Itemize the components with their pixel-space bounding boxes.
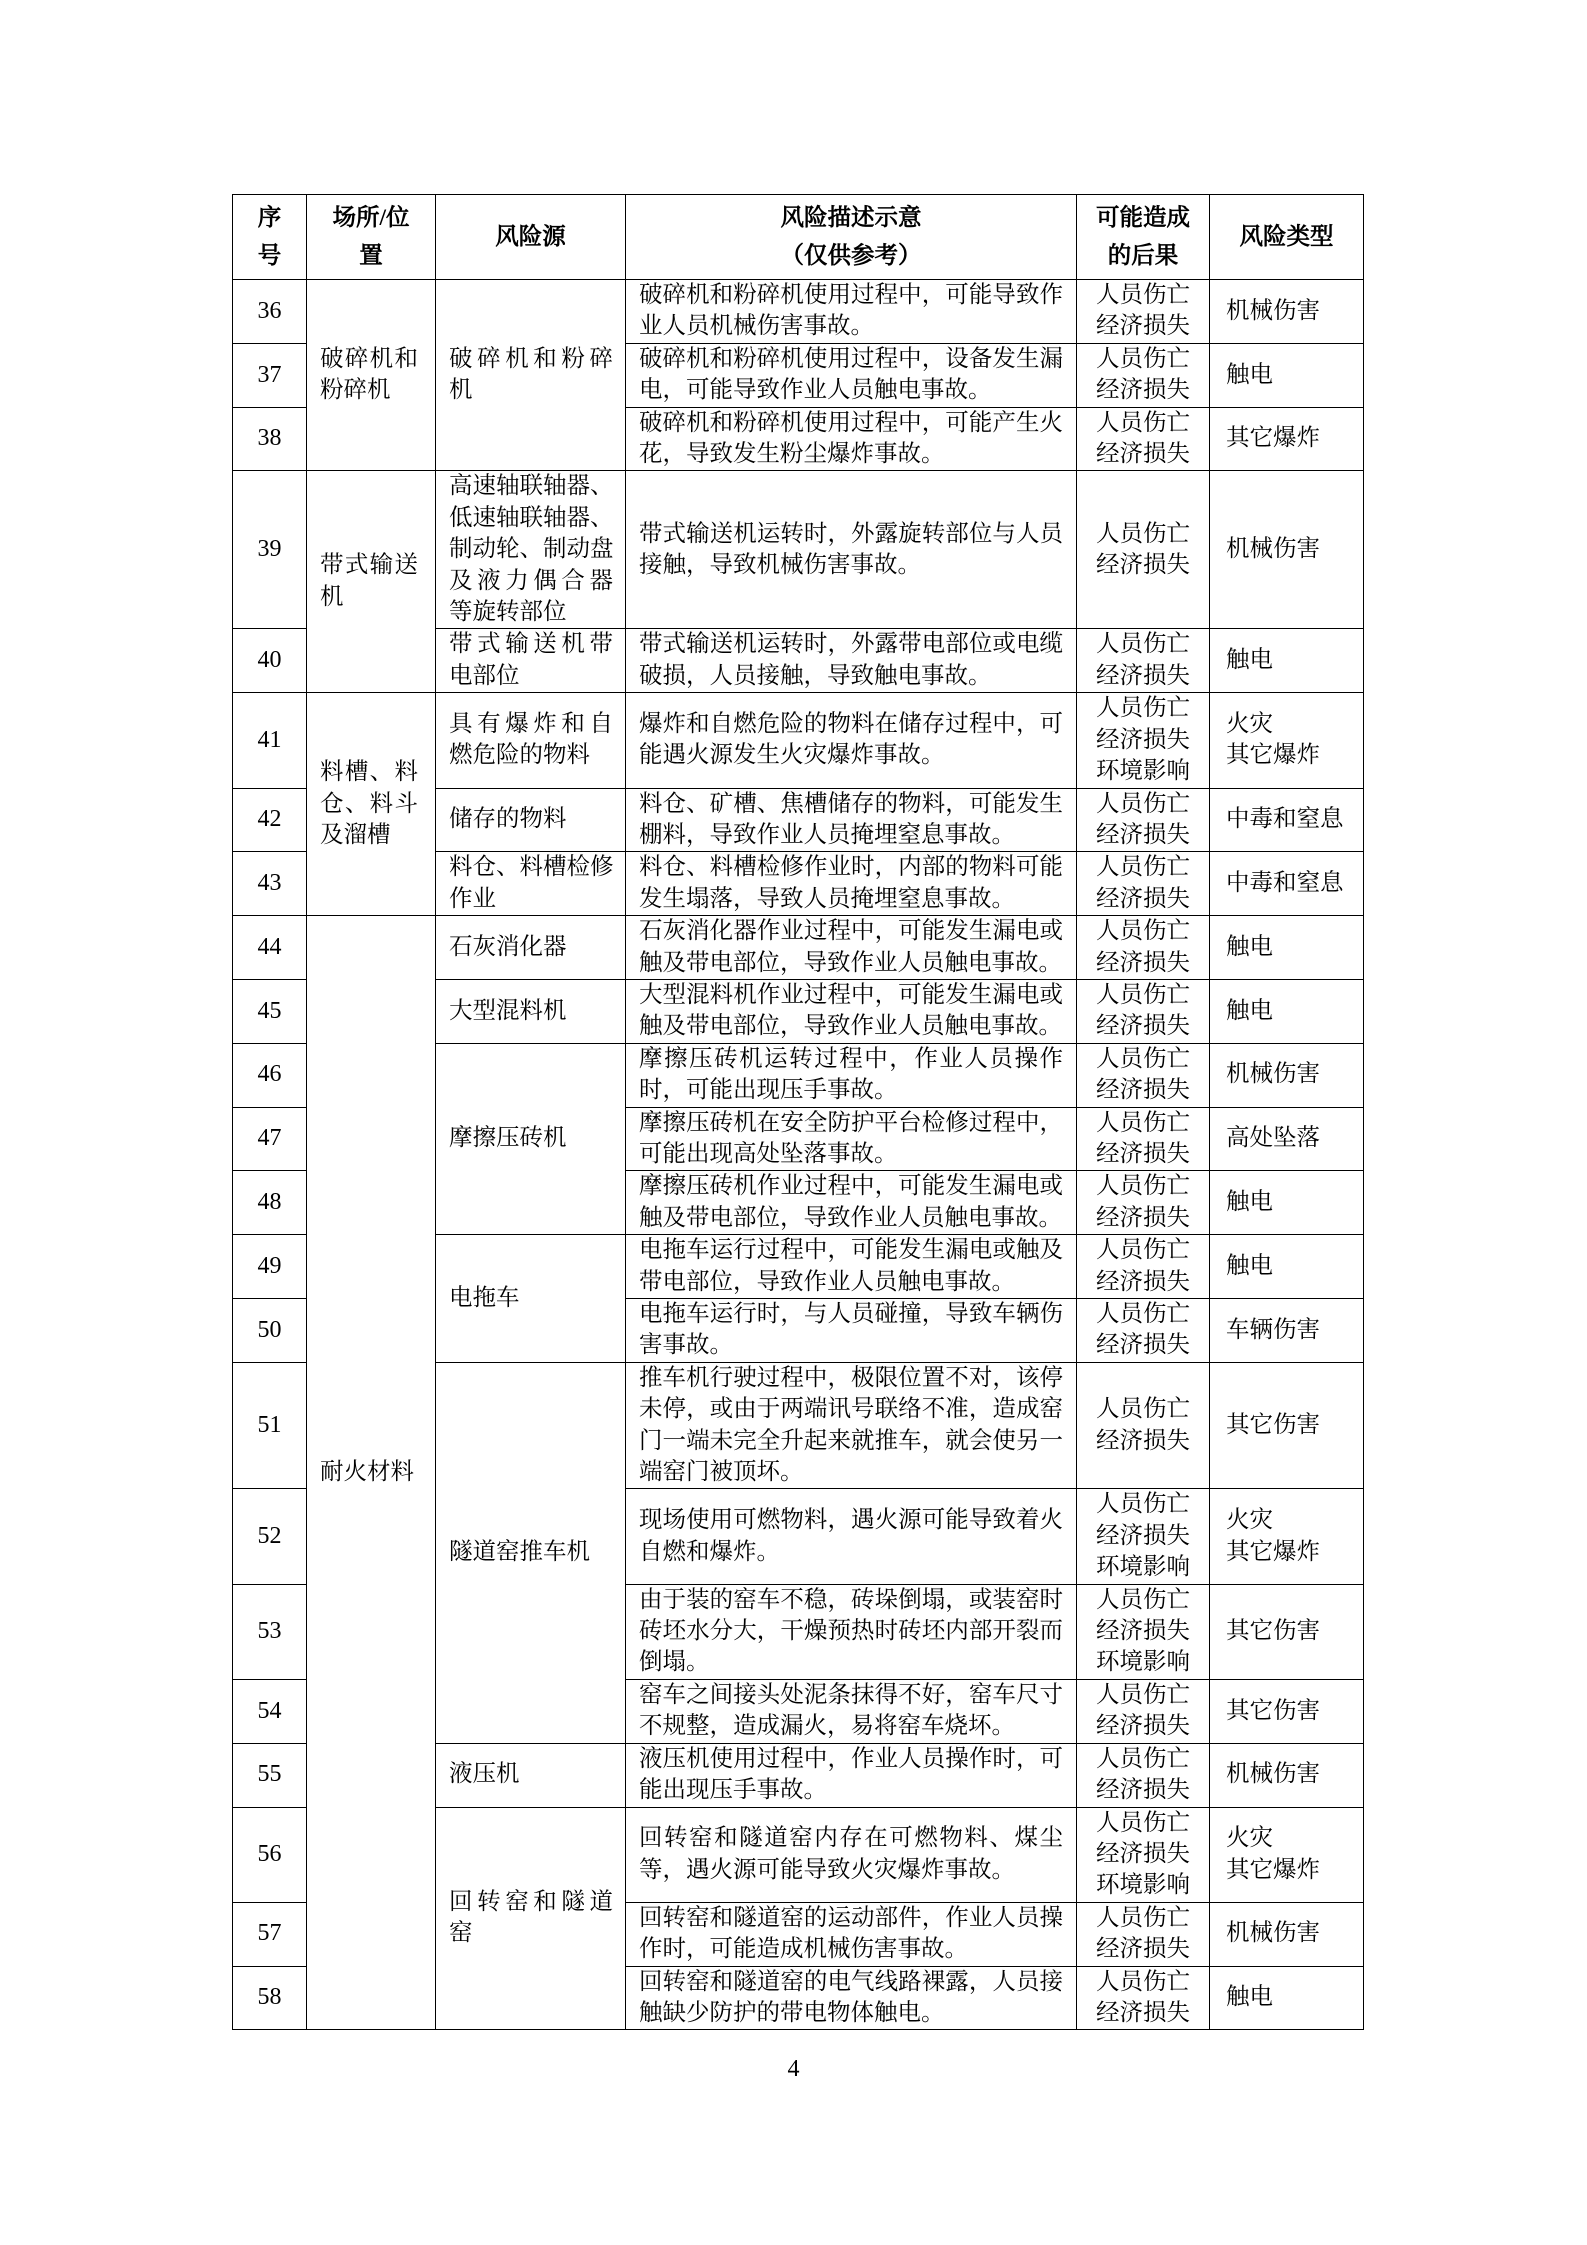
risk-source-line: 回转窑和隧道 xyxy=(449,1889,613,1916)
header-location-line: 置 xyxy=(359,243,383,269)
consequence-line: 人员伤亡 xyxy=(1096,1745,1190,1772)
seq-cell: 43 xyxy=(233,852,307,916)
seq-cell: 36 xyxy=(233,280,307,344)
description-cell xyxy=(626,407,1077,471)
table-row xyxy=(233,471,1364,629)
description-line: 端窑门被顶坏。 xyxy=(639,1459,804,1486)
header-seq xyxy=(233,195,307,280)
description-cell xyxy=(626,280,1077,344)
consequence-cell xyxy=(1077,1171,1210,1235)
description-cell xyxy=(626,693,1077,788)
description-line: 摩擦压砖机运转过程中，作业人员操作 xyxy=(639,1045,1063,1072)
seq-cell: 45 xyxy=(233,979,307,1043)
location-line: 带式输送 xyxy=(320,552,418,579)
consequence-line: 经济损失 xyxy=(1096,1840,1190,1867)
description-line: 触缺少防护的带电物体触电。 xyxy=(639,1999,945,2026)
risk-type-line: 触电 xyxy=(1226,997,1273,1024)
table-row xyxy=(233,280,1364,344)
consequence-line: 经济损失 xyxy=(1096,1268,1190,1295)
consequence-line: 经济损失 xyxy=(1096,1713,1190,1740)
seq-cell: 51 xyxy=(233,1362,307,1489)
consequence-line: 人员伤亡 xyxy=(1096,1301,1190,1327)
header-location xyxy=(307,195,436,280)
consequence-line: 经济损失 xyxy=(1096,1936,1190,1963)
seq-cell: 54 xyxy=(233,1679,307,1743)
consequence-cell xyxy=(1077,1107,1210,1171)
description-line: 大型混料机作业过程中，可能发生漏电或 xyxy=(639,981,1063,1008)
risk-type-line: 触电 xyxy=(1226,933,1273,960)
risk-type-line: 火灾 xyxy=(1226,1507,1273,1534)
description-line: 倒塌。 xyxy=(639,1649,710,1676)
table-row xyxy=(233,916,1364,980)
consequence-line: 环境影响 xyxy=(1096,1872,1190,1899)
description-line: 能出现压手事故。 xyxy=(639,1777,827,1804)
description-cell xyxy=(626,916,1077,980)
risk-source-line: 电拖车 xyxy=(449,1284,520,1311)
risk-source-cell xyxy=(436,1743,626,1807)
risk-source-cell xyxy=(436,629,626,693)
risk-source-line: 液压机 xyxy=(449,1761,520,1788)
risk-table-body xyxy=(233,280,1364,2030)
seq-cell: 38 xyxy=(233,407,307,471)
risk-type-line: 触电 xyxy=(1226,1252,1273,1279)
risk-type-line: 其它伤害 xyxy=(1226,1618,1320,1645)
risk-source-line: 燃危险的物料 xyxy=(449,742,590,769)
risk-type-cell xyxy=(1210,343,1364,407)
consequence-line: 人员伤亡 xyxy=(1096,1237,1190,1264)
risk-source-line: 石灰消化器 xyxy=(449,933,567,960)
seq-cell: 48 xyxy=(233,1171,307,1235)
location-cell xyxy=(307,471,436,693)
consequence-line: 人员伤亡 xyxy=(1096,981,1190,1008)
risk-source-line: 高速轴联轴器、 xyxy=(449,473,614,500)
description-cell xyxy=(626,1966,1077,2030)
risk-type-cell xyxy=(1210,979,1364,1043)
risk-type-line: 其它爆炸 xyxy=(1226,1856,1320,1883)
risk-type-cell xyxy=(1210,629,1364,693)
risk-source-line: 电部位 xyxy=(449,662,520,689)
risk-source-line: 及液力偶合器 xyxy=(449,567,613,594)
header-risk-type xyxy=(1210,195,1364,280)
location-line: 破碎机和 xyxy=(320,345,418,372)
description-cell xyxy=(626,629,1077,693)
description-line: 料仓、料槽检修作业时，内部的物料可能 xyxy=(639,854,1063,881)
consequence-cell xyxy=(1077,629,1210,693)
consequence-cell xyxy=(1077,280,1210,344)
header-seq-line: 序 xyxy=(257,205,282,231)
consequence-line: 经济损失 xyxy=(1096,313,1190,340)
description-cell xyxy=(626,1107,1077,1171)
description-line: 电拖车运行时，与人员碰撞，导致车辆伤 xyxy=(639,1301,1063,1327)
consequence-cell xyxy=(1077,1362,1210,1489)
consequence-cell xyxy=(1077,1235,1210,1299)
risk-source-cell xyxy=(436,1043,626,1234)
header-seq-line: 号 xyxy=(257,243,282,269)
risk-type-line: 其它爆炸 xyxy=(1226,425,1320,452)
description-line: 作时，可能造成机械伤害事故。 xyxy=(639,1936,968,1963)
description-line: 触及带电部位，导致作业人员触电事故。 xyxy=(639,1204,1062,1231)
risk-type-line: 中毒和窒息 xyxy=(1226,870,1344,897)
seq-cell: 56 xyxy=(233,1807,307,1902)
header-description xyxy=(626,195,1077,280)
consequence-line: 经济损失 xyxy=(1096,1013,1190,1040)
description-line: 带式输送机运转时，外露带电部位或电缆 xyxy=(639,631,1063,658)
consequence-line: 经济损失 xyxy=(1096,821,1190,848)
risk-type-line: 其它爆炸 xyxy=(1226,1538,1320,1565)
seq-cell: 47 xyxy=(233,1107,307,1171)
description-line: 带电部位，导致作业人员触电事故。 xyxy=(639,1268,1015,1295)
description-cell xyxy=(626,1043,1077,1107)
description-line: 自燃和爆炸。 xyxy=(639,1538,780,1565)
consequence-line: 经济损失 xyxy=(1096,662,1190,689)
risk-source-line: 窑 xyxy=(449,1920,473,1947)
consequence-line: 经济损失 xyxy=(1096,1204,1190,1231)
header-source-line: 风险源 xyxy=(495,224,566,250)
description-cell xyxy=(626,343,1077,407)
risk-source-cell xyxy=(436,280,626,471)
description-line: 由于装的窑车不稳，砖垛倒塌，或装窑时 xyxy=(639,1586,1063,1613)
description-line: 业人员机械伤害事故。 xyxy=(639,313,874,340)
consequence-line: 经济损失 xyxy=(1096,1427,1190,1454)
consequence-cell xyxy=(1077,1679,1210,1743)
risk-source-cell xyxy=(436,979,626,1043)
description-cell xyxy=(626,1299,1077,1363)
risk-type-cell xyxy=(1210,1107,1364,1171)
header-location-line: 场所/位 xyxy=(332,205,410,231)
consequence-line: 人员伤亡 xyxy=(1096,282,1190,308)
risk-type-cell xyxy=(1210,280,1364,344)
consequence-line: 人员伤亡 xyxy=(1096,631,1190,658)
description-line: 能遇火源发生火灾爆炸事故。 xyxy=(639,742,945,769)
seq-cell: 53 xyxy=(233,1584,307,1679)
seq-cell: 58 xyxy=(233,1966,307,2030)
risk-type-cell xyxy=(1210,1235,1364,1299)
description-line: 时，可能出现压手事故。 xyxy=(639,1077,898,1104)
description-cell xyxy=(626,1362,1077,1489)
risk-type-line: 高处坠落 xyxy=(1226,1125,1320,1152)
description-line: 触及带电部位，导致作业人员触电事故。 xyxy=(639,949,1062,976)
description-cell xyxy=(626,1679,1077,1743)
risk-type-cell xyxy=(1210,916,1364,980)
description-line: 回转窑和隧道窑内存在可燃物料、煤尘 xyxy=(639,1825,1063,1852)
consequence-line: 经济损失 xyxy=(1096,1999,1190,2026)
consequence-line: 人员伤亡 xyxy=(1096,1109,1190,1136)
risk-type-cell xyxy=(1210,1362,1364,1489)
risk-type-line: 触电 xyxy=(1226,647,1273,674)
risk-type-line: 其它爆炸 xyxy=(1226,742,1320,769)
description-line: 不规整，造成漏火，易将窑车烧坏。 xyxy=(639,1713,1015,1740)
risk-type-cell xyxy=(1210,852,1364,916)
risk-source-cell xyxy=(436,788,626,852)
risk-source-line: 低速轴联轴器、 xyxy=(449,504,614,531)
consequence-line: 经济损失 xyxy=(1096,1077,1190,1104)
consequence-cell xyxy=(1077,343,1210,407)
consequence-cell xyxy=(1077,979,1210,1043)
header-risk-type-line: 风险类型 xyxy=(1239,224,1334,250)
risk-type-cell xyxy=(1210,1902,1364,1966)
header-row xyxy=(233,195,1364,280)
seq-cell: 41 xyxy=(233,693,307,788)
risk-type-cell xyxy=(1210,1489,1364,1584)
risk-source-cell xyxy=(436,1362,626,1743)
risk-type-cell xyxy=(1210,1679,1364,1743)
location-line: 机 xyxy=(320,583,344,610)
description-line: 带式输送机运转时，外露旋转部位与人员 xyxy=(639,520,1063,547)
description-line: 触及带电部位，导致作业人员触电事故。 xyxy=(639,1013,1062,1040)
consequence-line: 人员伤亡 xyxy=(1096,1586,1190,1613)
risk-type-cell xyxy=(1210,1807,1364,1902)
risk-source-line: 制动轮、制动盘 xyxy=(449,536,614,563)
risk-type-line: 机械伤害 xyxy=(1226,536,1320,563)
table-header xyxy=(233,195,1364,280)
risk-source-line: 带式输送机带 xyxy=(449,631,613,658)
description-line: 电，可能导致作业人员触电事故。 xyxy=(639,377,992,404)
seq-cell: 40 xyxy=(233,629,307,693)
consequence-line: 经济损失 xyxy=(1096,441,1190,468)
consequence-line: 人员伤亡 xyxy=(1096,1173,1190,1200)
description-line: 未停，或由于两端讯号联络不准，造成窑 xyxy=(639,1396,1063,1423)
consequence-line: 经济损失 xyxy=(1096,1777,1190,1804)
consequence-line: 人员伤亡 xyxy=(1096,1045,1190,1072)
consequence-line: 经济损失 xyxy=(1096,1140,1190,1167)
consequence-line: 经济损失 xyxy=(1096,885,1190,912)
seq-cell: 57 xyxy=(233,1902,307,1966)
location-line: 粉碎机 xyxy=(320,377,391,404)
risk-type-line: 火灾 xyxy=(1226,1825,1273,1852)
risk-type-line: 机械伤害 xyxy=(1226,297,1320,324)
description-line: 料仓、矿槽、焦槽储存的物料，可能发生 xyxy=(639,790,1063,817)
location-cell xyxy=(307,916,436,2030)
location-line: 耐火材料 xyxy=(320,1459,414,1486)
risk-source-line: 机 xyxy=(449,377,473,404)
page-number: 4 xyxy=(787,2056,800,2082)
seq-cell: 49 xyxy=(233,1235,307,1299)
description-line: 破碎机和粉碎机使用过程中，可能产生火 xyxy=(639,409,1063,436)
description-line: 爆炸和自燃危险的物料在储存过程中，可 xyxy=(639,710,1063,737)
consequence-cell xyxy=(1077,693,1210,788)
risk-source-line: 大型混料机 xyxy=(449,997,567,1024)
consequence-line: 经济损失 xyxy=(1096,377,1190,404)
risk-source-line: 隧道窑推车机 xyxy=(449,1539,590,1566)
risk-type-line: 触电 xyxy=(1226,1189,1273,1216)
description-line: 摩擦压砖机作业过程中，可能发生漏电或 xyxy=(639,1173,1063,1200)
description-line: 石灰消化器作业过程中，可能发生漏电或 xyxy=(639,918,1063,945)
consequence-line: 人员伤亡 xyxy=(1096,918,1190,945)
description-line: 电拖车运行过程中，可能发生漏电或触及 xyxy=(639,1237,1063,1264)
consequence-line: 经济损失 xyxy=(1096,1618,1190,1645)
risk-type-line: 机械伤害 xyxy=(1226,1761,1320,1788)
risk-type-line: 机械伤害 xyxy=(1226,1920,1320,1947)
consequence-cell xyxy=(1077,788,1210,852)
consequence-line: 人员伤亡 xyxy=(1096,1681,1190,1708)
location-line: 仓、料斗 xyxy=(320,790,418,817)
description-line: 推车机行驶过程中，极限位置不对，该停 xyxy=(639,1364,1063,1391)
header-description-line: （仅供参考） xyxy=(780,243,922,269)
description-line: 接触，导致机械伤害事故。 xyxy=(639,551,921,578)
risk-type-line: 触电 xyxy=(1226,1984,1273,2011)
table-row xyxy=(233,693,1364,788)
risk-table xyxy=(232,194,1364,2030)
header-consequence-line: 可能造成 xyxy=(1096,205,1190,231)
header-consequence-line: 的后果 xyxy=(1107,243,1179,269)
header-source xyxy=(436,195,626,280)
description-line: 窑车之间接头处泥条抹得不好，窑车尺寸 xyxy=(639,1681,1063,1708)
seq-cell: 42 xyxy=(233,788,307,852)
consequence-line: 经济损失 xyxy=(1096,949,1190,976)
consequence-cell xyxy=(1077,1299,1210,1363)
risk-source-line: 料仓、料槽检修 xyxy=(449,854,614,881)
risk-type-cell xyxy=(1210,407,1364,471)
description-cell xyxy=(626,1235,1077,1299)
header-description-line: 风险描述示意 xyxy=(780,205,922,231)
risk-type-line: 中毒和窒息 xyxy=(1226,806,1344,833)
description-cell xyxy=(626,1807,1077,1902)
description-line: 破碎机和粉碎机使用过程中，设备发生漏 xyxy=(639,345,1063,372)
header-consequence xyxy=(1077,195,1210,280)
description-cell xyxy=(626,1902,1077,1966)
seq-cell: 37 xyxy=(233,343,307,407)
risk-type-cell xyxy=(1210,1171,1364,1235)
description-line: 门一端未完全升起来就推车，就会使另一 xyxy=(639,1427,1063,1454)
risk-source-line: 等旋转部位 xyxy=(449,599,567,626)
consequence-line: 环境影响 xyxy=(1096,1649,1190,1676)
risk-source-cell xyxy=(436,1807,626,2030)
consequence-cell xyxy=(1077,1584,1210,1679)
consequence-line: 人员伤亡 xyxy=(1096,1809,1190,1836)
risk-type-cell xyxy=(1210,471,1364,629)
risk-source-line: 具有爆炸和自 xyxy=(449,710,613,737)
risk-type-line: 其它伤害 xyxy=(1226,1411,1320,1438)
seq-cell: 46 xyxy=(233,1043,307,1107)
seq-cell: 39 xyxy=(233,471,307,629)
risk-source-line: 储存的物料 xyxy=(449,806,567,833)
description-line: 回转窑和隧道窑的电气线路裸露，人员接 xyxy=(639,1968,1063,1995)
risk-type-cell xyxy=(1210,1743,1364,1807)
risk-source-line: 作业 xyxy=(449,885,496,912)
consequence-cell xyxy=(1077,1043,1210,1107)
description-line: 液压机使用过程中，作业人员操作时，可 xyxy=(639,1745,1063,1772)
description-line: 摩擦压砖机在安全防护平台检修过程中， xyxy=(639,1109,1063,1136)
consequence-cell xyxy=(1077,916,1210,980)
consequence-cell xyxy=(1077,407,1210,471)
consequence-line: 人员伤亡 xyxy=(1096,1396,1190,1423)
description-line: 发生塌落，导致人员掩埋窒息事故。 xyxy=(639,885,1015,912)
location-line: 及溜槽 xyxy=(320,821,391,848)
description-cell xyxy=(626,1743,1077,1807)
consequence-line: 环境影响 xyxy=(1096,1554,1190,1581)
description-cell xyxy=(626,788,1077,852)
description-line: 等，遇火源可能导致火灾爆炸事故。 xyxy=(639,1856,1015,1883)
description-cell xyxy=(626,471,1077,629)
risk-type-cell xyxy=(1210,1584,1364,1679)
description-line: 回转窑和隧道窑的运动部件，作业人员操 xyxy=(639,1904,1063,1931)
consequence-line: 人员伤亡 xyxy=(1096,520,1190,547)
risk-type-cell xyxy=(1210,1966,1364,2030)
consequence-line: 人员伤亡 xyxy=(1096,695,1190,722)
description-line: 破损，人员接触，导致触电事故。 xyxy=(639,662,992,689)
risk-source-cell xyxy=(436,471,626,629)
description-line: 害事故。 xyxy=(639,1332,733,1359)
risk-source-line: 破碎机和粉碎 xyxy=(449,345,613,372)
description-line: 花，导致发生粉尘爆炸事故。 xyxy=(639,441,945,468)
consequence-cell xyxy=(1077,852,1210,916)
consequence-line: 人员伤亡 xyxy=(1096,1968,1190,1995)
risk-type-line: 火灾 xyxy=(1226,710,1273,737)
consequence-line: 人员伤亡 xyxy=(1096,854,1190,881)
risk-type-line: 机械伤害 xyxy=(1226,1061,1320,1088)
description-cell xyxy=(626,1171,1077,1235)
risk-source-line: 摩擦压砖机 xyxy=(449,1125,567,1152)
description-cell xyxy=(626,1584,1077,1679)
description-line: 可能出现高处坠落事故。 xyxy=(639,1140,898,1167)
consequence-line: 人员伤亡 xyxy=(1096,345,1190,372)
description-line: 砖坯水分大，干燥预热时砖坯内部开裂而 xyxy=(639,1618,1063,1645)
consequence-cell xyxy=(1077,1966,1210,2030)
consequence-cell xyxy=(1077,1807,1210,1902)
description-cell xyxy=(626,979,1077,1043)
location-line: 料槽、料 xyxy=(320,759,418,786)
description-line: 棚料，导致作业人员掩埋窒息事故。 xyxy=(639,821,1015,848)
consequence-line: 经济损失 xyxy=(1096,1332,1190,1359)
seq-cell: 52 xyxy=(233,1489,307,1584)
consequence-line: 人员伤亡 xyxy=(1096,409,1190,436)
location-cell xyxy=(307,280,436,471)
risk-source-cell xyxy=(436,916,626,980)
risk-type-cell xyxy=(1210,788,1364,852)
description-cell xyxy=(626,1489,1077,1584)
consequence-line: 人员伤亡 xyxy=(1096,1904,1190,1931)
consequence-line: 经济损失 xyxy=(1096,726,1190,753)
consequence-line: 经济损失 xyxy=(1096,551,1190,578)
seq-cell: 50 xyxy=(233,1299,307,1363)
description-line: 破碎机和粉碎机使用过程中，可能导致作 xyxy=(639,282,1063,308)
seq-cell: 44 xyxy=(233,916,307,980)
risk-type-line: 触电 xyxy=(1226,361,1273,388)
risk-type-line: 车辆伤害 xyxy=(1226,1316,1320,1343)
consequence-line: 人员伤亡 xyxy=(1096,1491,1190,1518)
description-cell xyxy=(626,852,1077,916)
risk-type-cell xyxy=(1210,1043,1364,1107)
consequence-cell xyxy=(1077,1902,1210,1966)
risk-source-cell xyxy=(436,693,626,788)
consequence-line: 环境影响 xyxy=(1096,758,1190,785)
consequence-cell xyxy=(1077,471,1210,629)
description-line: 现场使用可燃物料，遇火源可能导致着火 xyxy=(639,1507,1063,1534)
risk-source-cell xyxy=(436,852,626,916)
consequence-line: 经济损失 xyxy=(1096,1522,1190,1549)
risk-source-cell xyxy=(436,1235,626,1363)
consequence-cell xyxy=(1077,1489,1210,1584)
location-cell xyxy=(307,693,436,916)
consequence-cell xyxy=(1077,1743,1210,1807)
risk-type-line: 其它伤害 xyxy=(1226,1697,1320,1724)
risk-type-cell xyxy=(1210,1299,1364,1363)
risk-type-cell xyxy=(1210,693,1364,788)
seq-cell: 55 xyxy=(233,1743,307,1807)
consequence-line: 人员伤亡 xyxy=(1096,790,1190,817)
